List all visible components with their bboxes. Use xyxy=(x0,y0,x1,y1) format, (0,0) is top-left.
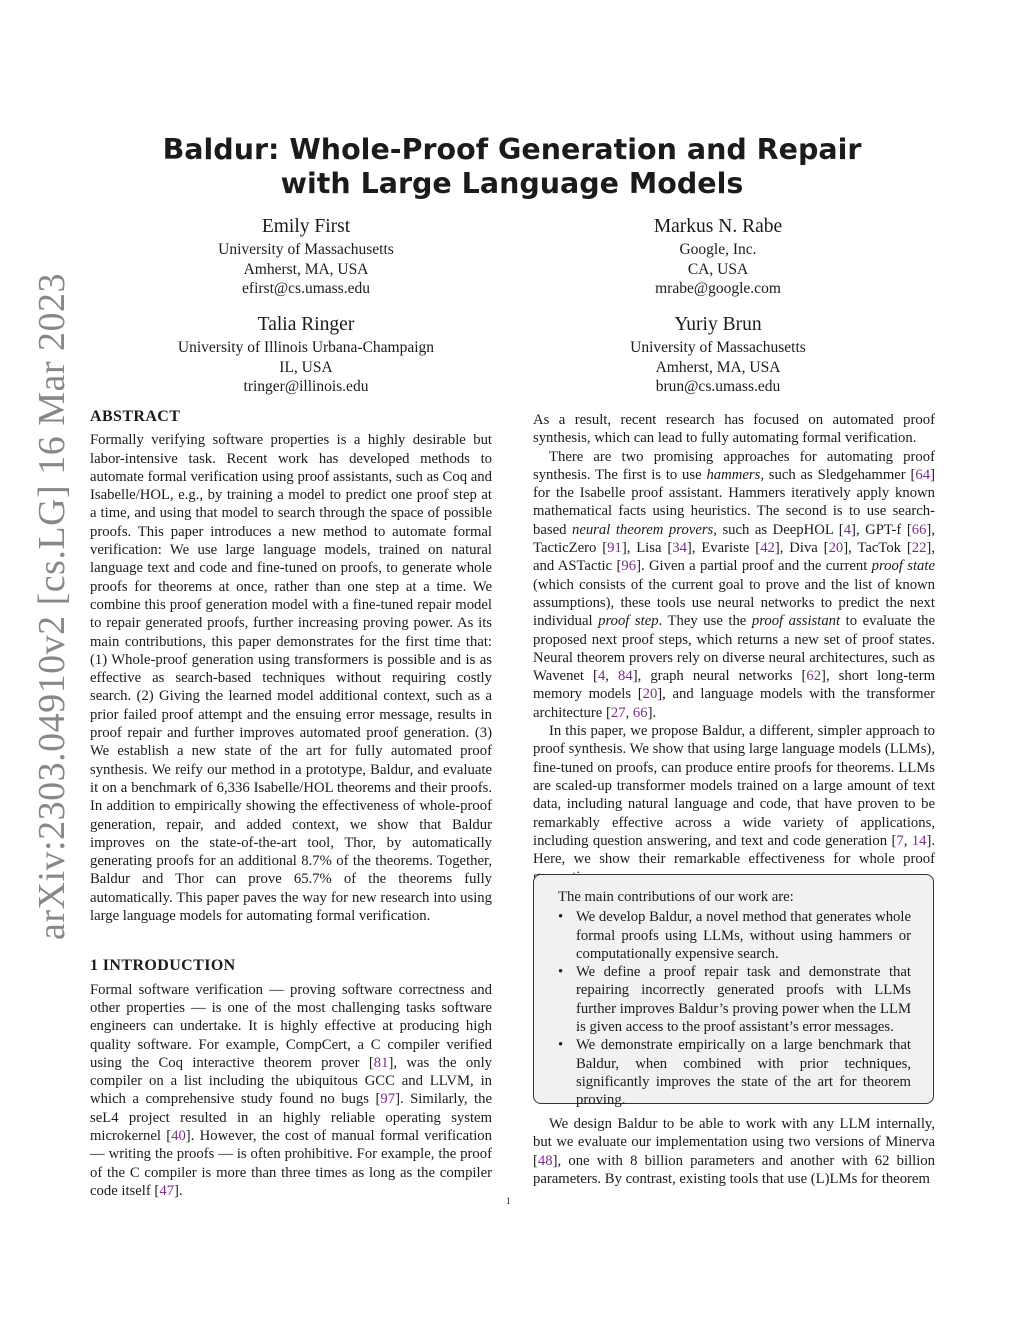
citation-link[interactable]: 42 xyxy=(760,540,775,557)
citation-link[interactable]: 22 xyxy=(911,540,927,557)
title-line-1: Baldur: Whole-Proof Generation and Repair xyxy=(162,133,862,166)
bullet-icon: • xyxy=(558,1037,564,1054)
citation-link[interactable]: 62 xyxy=(806,668,822,685)
author-affiliation: University of Illinois Urbana-Champaign xyxy=(177,339,435,356)
paragraph-continuation: As a result, recent research has focused on automated proof synthesis, which can lead to fully automating formal verification. xyxy=(533,412,935,447)
paragraph-approaches: There are two promising approaches for automating proof synthesis. The first is to use hammers, such as Sledgehammer [64] for the Isabelle proof assistant. Hammers iteratively apply known mathematical facts using heuristics. The second is to use search-based neural theorem provers, such as DeepHOL [4], GPT-f [66], TacticZero [91], Lisa [34], Evariste [42], Diva [20], TacTok [22], and ASTactic [96]. Given a partial proof and the current proof state (which consists of the current goal to prove and the list of known assumptions), these tools use neural networks to predict the next individual proof step. They use the proof assistant to evaluate the proposed next proof steps, which returns a new set of proof states. Neural theorem provers rely on diverse neural architectures, such as Wavenet [4, 84], graph neural networks [62], short long-term memory models [20], and language models with the transformer architecture [27, 66]. xyxy=(533,448,936,721)
bullet-icon: • xyxy=(558,909,564,926)
introduction-heading: 1 INTRODUCTION xyxy=(90,957,236,975)
citation-link[interactable]: 66 xyxy=(911,521,927,538)
author-affiliation: University of Massachusetts xyxy=(218,241,394,258)
citation-link[interactable]: 4 xyxy=(597,668,606,685)
author-name: Markus N. Rabe xyxy=(653,216,783,237)
citation-link[interactable]: 97 xyxy=(380,1091,396,1108)
author-name: Talia Ringer xyxy=(257,314,355,335)
author-email: brun@cs.umass.edu xyxy=(655,378,781,396)
paragraph-design: We design Baldur to be able to work with any LLM internally, but we evaluate our implementation using two versions of Minerva [48], one with 8 billion parameters and another with 62 billion parameters. By contrast, existing tools that use (L)LMs for theorem xyxy=(533,1116,935,1187)
list-item: • We define a proof repair task and demonstrate that repairing incorrectly generated proofs with LLMs further improves Baldur’s proving power when the LLM is given access to the proof assistant’s error messages. xyxy=(558,964,911,1036)
author-name: Yuriy Brun xyxy=(674,314,762,335)
paragraph-proposal: In this paper, we propose Baldur, a different, simpler approach to proof synthesis. We show that using large language models (LLMs), fine-tuned on proofs, can produce entire proofs for theorems. LLMs are scaled-up transformer models trained on a large amount of text data, including natural language and code, that have proven to be remarkably effective across a wide variety of applications, including question answering, and text and code generation [7, 14]. Here, we show their remarkable effectiveness for whole proof xyxy=(533,723,936,868)
author-location: IL, USA xyxy=(279,358,333,376)
author-location: Amherst, MA, USA xyxy=(655,358,781,376)
right-column xyxy=(533,411,935,887)
author-name: Emily First xyxy=(261,216,351,237)
abstract-heading: ABSTRACT xyxy=(90,408,181,425)
contributions-box xyxy=(533,874,934,1109)
list-item: • We develop Baldur, a novel method that generates whole formal proofs using LLMs, without using hammers or computationally expensive search. xyxy=(558,909,911,962)
author-email: tringer@illinois.edu xyxy=(243,378,369,396)
citation-link[interactable]: 48 xyxy=(537,1152,553,1169)
paper-title xyxy=(130,133,894,201)
citation-link[interactable]: 4 xyxy=(843,521,852,538)
citation-link[interactable]: 7 xyxy=(896,832,904,849)
right-column-bottom xyxy=(533,1115,935,1188)
citation-link[interactable]: 64 xyxy=(915,466,931,483)
contributions-title: The main contributions of our work are: xyxy=(558,889,794,905)
contributions-list xyxy=(558,908,911,1109)
citation-link[interactable]: 34 xyxy=(672,540,687,557)
citation-link[interactable]: 20 xyxy=(828,540,844,557)
abstract-text: Formally verifying software properties is a highly desirable but labor-intensive task. Recent work has developed methods to automate formal verification using proof assistants, such as Coq and Isabelle/HOL, e.g., by training a model to predict one proof step at a time, and using that model to search through the space of possible proofs. This paper introduces a new method to automate formal verification: We use large language models, trained on natural language text and code and fine-tuned on proofs, to generate whole proofs for theorems at once, rather than one step at a time. We combine this proof generation model with a fine-tuned repair model to repair generated proofs, further increasing proving power. As its main contributions, this paper demonstrates for the first time that: (1) Whole-proof generation using transformers is possible and is as effective as search-based techniques without requiring costly search. (2) Giving the learned model additional context, such as a prior failed proof attempt and the ensuing error message, results in proof repair and further improves automated proof generation. (3) We establish a new state of the art for fully automated proof synthesis. We reify our method in a prototype, Baldur, and evaluate it on a benchmark of 6,336 Isabelle/HOL theorems and their proofs. In addition to empirically showing the effectiveness of whole-proof generation, repair, and added context, we show that Baldur improves on the state-of-the-art tool, Thor, by automatically generating proofs for an additional 8.7% of the theorems. Together, Baldur and Thor can prove 65.7% of the theorems fully automatically. This paper paves the way for new research into using large language models for automating formal verification. xyxy=(90,432,492,925)
author-block-3 xyxy=(86,314,526,397)
author-affiliation: Google, Inc. xyxy=(679,241,757,258)
author-block-4 xyxy=(498,314,938,397)
page-number: 1 xyxy=(506,1196,511,1206)
author-email: mrabe@google.com xyxy=(655,280,781,298)
citation-link[interactable]: 40 xyxy=(171,1127,186,1144)
author-block-1 xyxy=(86,216,526,299)
author-affiliation: University of Massachusetts xyxy=(630,339,806,356)
citation-link[interactable]: 96 xyxy=(621,558,637,575)
citation-link[interactable]: 20 xyxy=(642,686,658,703)
citation-link[interactable]: 81 xyxy=(373,1054,389,1071)
author-email: efirst@cs.umass.edu xyxy=(242,280,370,298)
list-item: • We demonstrate empirically on a large benchmark that Baldur, when combined with prior techniques, significantly improves the state of the art for theorem proving. xyxy=(558,1037,911,1109)
introduction-paragraph: Formal software verification — proving software correctness and other properties — is one of the most challenging tasks software engineers can undertake. It is highly effective at producing high quality software. For example, CompCert, a C compiler verified using the Coq interactive theorem prover [81], was the only compiler on a list including the ubiquitous GCC and LLVM, in which a comprehensive study found no bugs [97]. Similarly, the seL4 project resulted in an highly reliable operating system microkernel [40]. However, the cost of manual formal verification — writing the proofs — is often prohibitive. For example, the proof of the C compiler is more than three times as long as the compiler code itself [47]. xyxy=(90,981,493,1199)
author-location: Amherst, MA, USA xyxy=(243,260,369,278)
arxiv-side-stamp: arXiv:2303.04910v2 [cs.LG] 16 Mar 2023 xyxy=(31,272,73,940)
citation-link[interactable]: 84 xyxy=(618,668,633,685)
title-line-2: with Large Language Models xyxy=(280,167,744,200)
left-column xyxy=(90,408,492,1200)
author-location: CA, USA xyxy=(687,260,749,278)
citation-link[interactable]: 27 xyxy=(610,704,626,721)
author-block-2 xyxy=(498,216,938,299)
bullet-icon: • xyxy=(558,964,564,981)
citation-link[interactable]: 66 xyxy=(632,704,648,721)
citation-link[interactable]: 91 xyxy=(607,540,622,557)
citation-link[interactable]: 14 xyxy=(911,832,927,849)
citation-link[interactable]: 47 xyxy=(159,1182,175,1199)
